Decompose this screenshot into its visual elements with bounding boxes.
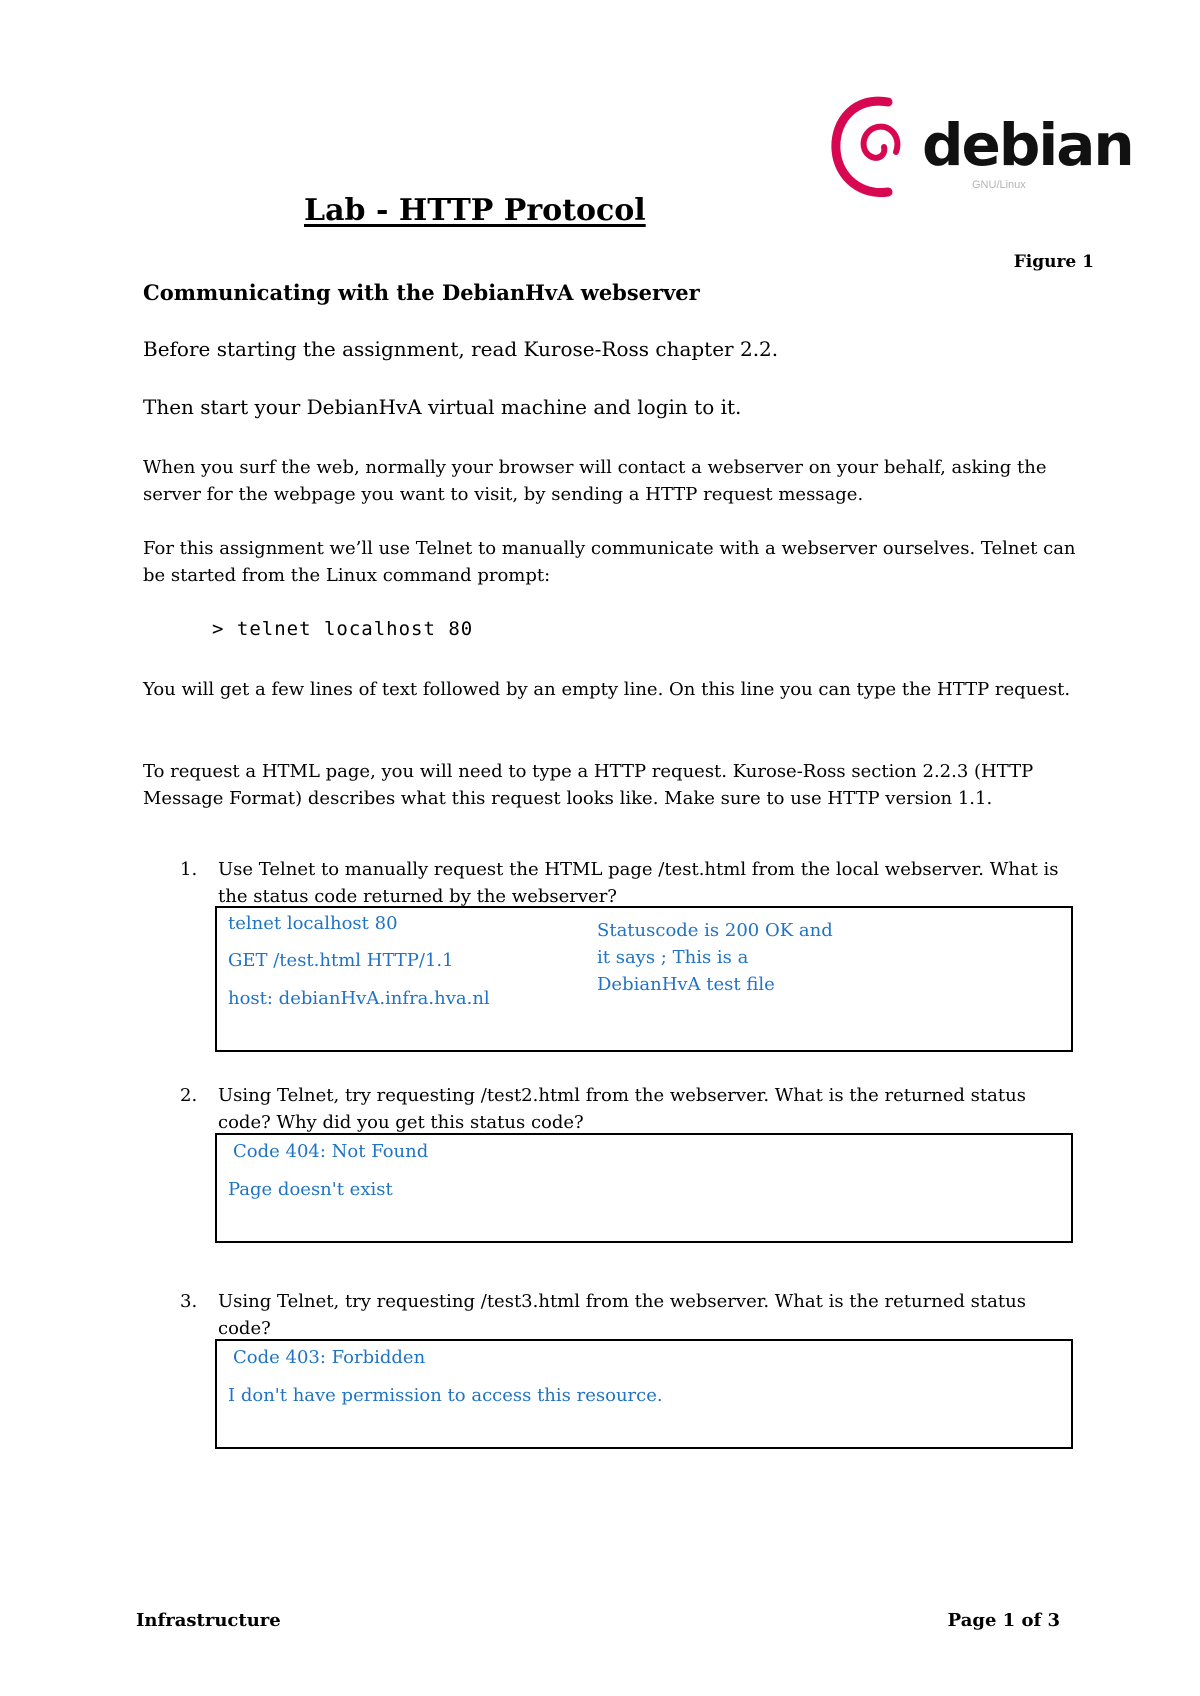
telnet-command: > telnet localhost 80 (212, 618, 474, 640)
answer-line: Code 403: Forbidden (233, 1347, 426, 1368)
section-heading: Communicating with the DebianHvA webserver (143, 280, 700, 305)
question-number: 1. (180, 859, 198, 880)
paragraph-read-first: Before starting the assignment, read Kurose-Ross chapter 2.2. (143, 337, 779, 361)
answer-line: Statuscode is 200 OK and (597, 920, 833, 941)
question-number: 3. (180, 1291, 198, 1312)
paragraph-start-vm: Then start your DebianHvA virtual machine and login to it. (143, 395, 742, 419)
answer-line: Code 404: Not Found (233, 1141, 429, 1162)
debian-swirl-icon (826, 92, 926, 202)
answer-box-1 (215, 906, 1073, 1052)
answer-box-2 (215, 1133, 1073, 1243)
answer-line: telnet localhost 80 (228, 913, 398, 934)
question-text: Use Telnet to manually request the HTML page /test.html from the local webserver. What is the status code returned by the webserver? (218, 859, 1059, 907)
figure-label: Figure 1 (1013, 252, 1094, 272)
question-text: Using Telnet, try requesting /test2.html from the webserver. What is the returned status code? Why did you get this status code? (218, 1085, 1026, 1133)
footer-course: Infrastructure (136, 1610, 281, 1631)
debian-logo (826, 92, 1133, 202)
paragraph-http-request: To request a HTML page, you will need to type a HTTP request. Kurose-Ross section 2.2.3 (HTTP Message Format) describes what this request looks like. Make sure to use HTTP version 1.1. (143, 761, 1034, 809)
question-2 (180, 1082, 1080, 1138)
answer-box-3 (215, 1339, 1073, 1449)
answer-line: I don't have permission to access this resource. (228, 1385, 663, 1406)
answer-line: DebianHvA test file (597, 974, 775, 995)
logo-wordmark: debian (922, 111, 1133, 179)
answer-line: GET /test.html HTTP/1.1 (228, 950, 454, 971)
question-text: Using Telnet, try requesting /test3.html from the webserver. What is the returned status code? (218, 1291, 1026, 1339)
paragraph-browser: When you surf the web, normally your browser will contact a webserver on your behalf, asking the server for the webpage you want to visit, by sending a HTTP request message. (143, 457, 1047, 505)
footer-page-number: Page 1 of 3 (947, 1610, 1060, 1631)
question-number: 2. (180, 1085, 198, 1106)
answer-line: host: debianHvA.infra.hva.nl (228, 988, 490, 1009)
paragraph-empty-line: You will get a few lines of text followed by an empty line. On this line you can type the HTTP request. (143, 679, 1071, 700)
question-3 (180, 1288, 1080, 1344)
paragraph-telnet: For this assignment we’ll use Telnet to manually communicate with a webserver ourselves. Telnet can be started from the Linux command prompt: (143, 538, 1076, 586)
page-title: Lab - HTTP Protocol (304, 193, 646, 228)
question-1 (180, 856, 1080, 912)
logo-subtext: GNU/Linux (972, 179, 1026, 191)
answer-line: it says ; This is a (597, 947, 749, 968)
answer-line: Page doesn't exist (228, 1179, 393, 1200)
